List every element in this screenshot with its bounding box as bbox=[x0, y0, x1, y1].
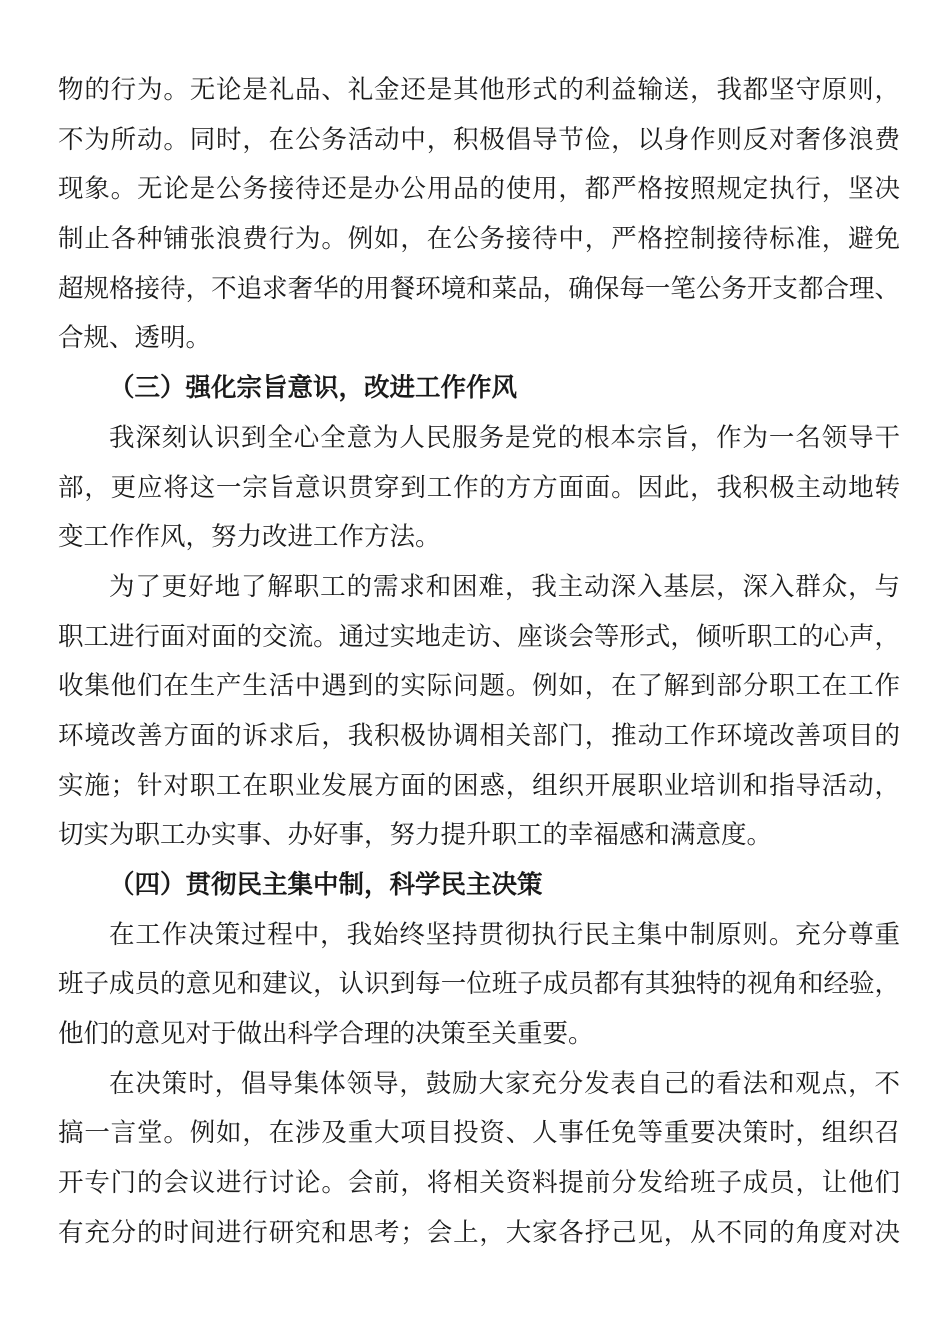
text-line: 实施；针对职工在职业发展方面的困惑，组织开展职业培训和指导活动， bbox=[58, 770, 900, 801]
text-line: 部，更应将这一宗旨意识贯穿到工作的方方面面。因此，我积极主动地转 bbox=[58, 472, 900, 503]
text-line: 变工作作风，努力改进工作方法。 bbox=[58, 522, 441, 553]
section-heading: （三）强化宗旨意识，改进工作作风 bbox=[109, 373, 518, 404]
text-line: 制止各种铺张浪费行为。例如，在公务接待中，严格控制接待标准，避免 bbox=[58, 224, 900, 255]
text-line: 切实为职工办实事、办好事，努力提升职工的幸福感和满意度。 bbox=[58, 820, 773, 851]
text-line: 收集他们在生产生活中遇到的实际问题。例如，在了解到部分职工在工作 bbox=[58, 671, 900, 702]
text-line: 环境改善方面的诉求后，我积极协调相关部门，推动工作环境改善项目的 bbox=[58, 720, 900, 751]
text-line: 合规、透明。 bbox=[58, 323, 212, 354]
document-body bbox=[58, 66, 900, 1259]
text-line: 他们的意见对于做出科学合理的决策至关重要。 bbox=[58, 1019, 594, 1050]
text-line: 开专门的会议进行讨论。会前，将相关资料提前分发给班子成员，让他们 bbox=[58, 1168, 900, 1199]
text-line: 在工作决策过程中，我始终坚持贯彻执行民主集中制原则。充分尊重 bbox=[109, 919, 900, 950]
text-line: 搞一言堂。例如，在涉及重大项目投资、人事任免等重要决策时，组织召 bbox=[58, 1118, 900, 1149]
section-heading: （四）贯彻民主集中制，科学民主决策 bbox=[109, 870, 543, 900]
text-line: 不为所动。同时，在公务活动中，积极倡导节俭，以身作则反对奢侈浪费 bbox=[58, 124, 900, 155]
text-line: 超规格接待，不追求奢华的用餐环境和菜品，确保每一笔公务开支都合理、 bbox=[58, 273, 900, 304]
text-line: 职工进行面对面的交流。通过实地走访、座谈会等形式，倾听职工的心声， bbox=[58, 621, 900, 652]
text-line: 班子成员的意见和建议，认识到每一位班子成员都有其独特的视角和经验， bbox=[58, 969, 900, 1000]
text-line: 我深刻认识到全心全意为人民服务是党的根本宗旨，作为一名领导干 bbox=[109, 422, 900, 453]
text-line: 物的行为。无论是礼品、礼金还是其他形式的利益输送，我都坚守原则， bbox=[58, 75, 900, 105]
text-line: 为了更好地了解职工的需求和困难，我主动深入基层，深入群众，与 bbox=[109, 571, 900, 602]
text-line: 现象。无论是公务接待还是办公用品的使用，都严格按照规定执行，坚决 bbox=[58, 174, 900, 205]
text-line: 有充分的时间进行研究和思考；会上，大家各抒己见，从不同的角度对决 bbox=[58, 1217, 900, 1248]
text-line: 在决策时，倡导集体领导，鼓励大家充分发表自己的看法和观点，不 bbox=[109, 1068, 900, 1099]
